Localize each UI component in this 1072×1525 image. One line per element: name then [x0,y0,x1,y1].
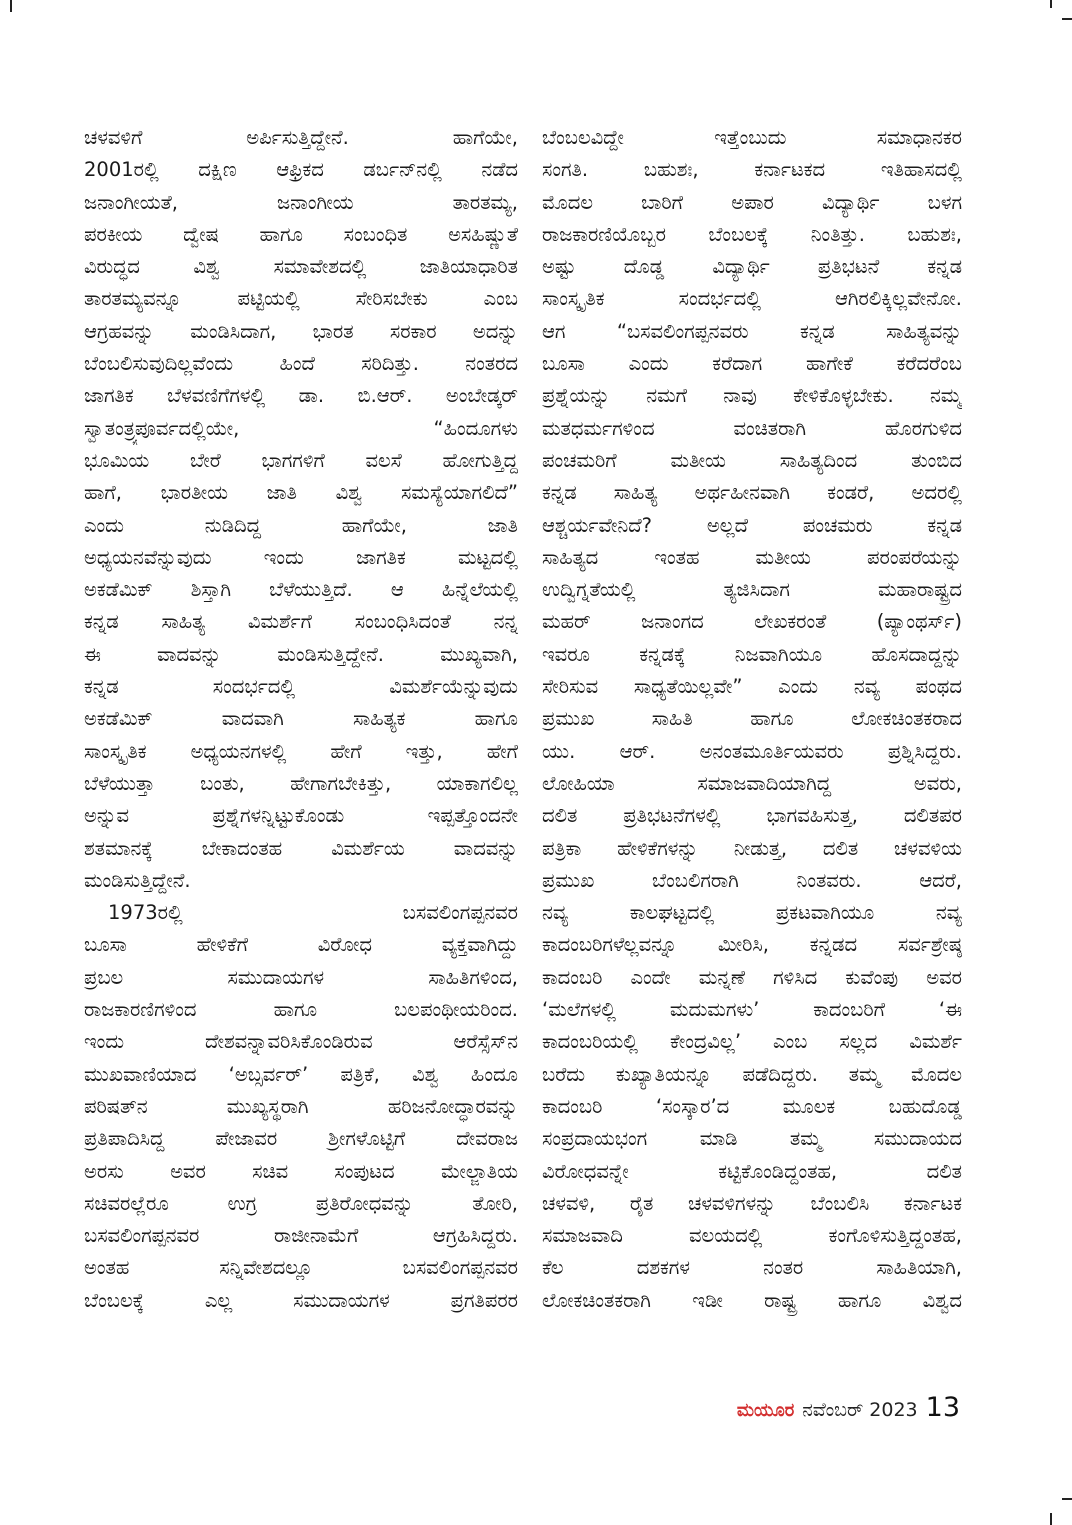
text-line: ಅನ್ನುವ ಪ್ರಶ್ನೆಗಳನ್ನಿಟ್ಟುಕೊಂಡು ಇಪ್ಪತ್ತೊಂದನೇ [84,804,518,828]
text-line: ಹಾಗೆ, ಭಾರತೀಯ ಜಾತಿ ವಿಶ್ವ ಸಮಸ್ಯೆಯಾಗಲಿದೆ” [84,481,518,505]
text-line: ರಾಜಕಾರಣಿಗಳಿಂದ ಹಾಗೂ ಬಲಪಂಥೀಯರಿಂದ. [84,998,518,1022]
text-line: ಅಧ್ಯಯನವೆನ್ನುವುದು ಇಂದು ಜಾಗತಿಕ ಮಟ್ಟದಲ್ಲಿ [84,545,518,569]
text-line: ಪರಕೀಯ ದ್ವೇಷ ಹಾಗೂ ಸಂಬಂಧಿತ ಅಸಹಿಷ್ಣುತೆ [84,222,518,246]
text-line: ಪ್ರಬಲ ಸಮುದಾಯಗಳ ಸಾಹಿತಿಗಳಿಂದ, [84,965,518,989]
text-line: ಈ ವಾದವನ್ನು ಮಂಡಿಸುತ್ತಿದ್ದೇನೆ. ಮುಖ್ಯವಾಗಿ, [84,642,518,666]
text-line: ಬೂಸಾ ಎಂದು ಕರೆದಾಗ ಹಾಗೇಕೆ ಕರೆದರೆಂಬ [542,352,962,376]
text-line: ಕಾದಂಬರಿ ‘ಸಂಸ್ಕಾರ’ದ ಮೂಲಕ ಬಹುದೊಡ್ಡ [542,1094,962,1118]
text-line: ಮಂಡಿಸುತ್ತಿದ್ದೇನೆ. [84,868,191,892]
text-line: ಇವರೂ ಕನ್ನಡಕ್ಕೆ ನಿಜವಾಗಿಯೂ ಹೊಸದಾದ್ದನ್ನು [542,642,962,666]
issue-date: ನವೆಂಬರ್ 2023 [802,1399,918,1421]
text-line: ಕಾದಂಬರಿ ಎಂದೇ ಮನ್ನಣೆ ಗಳಿಸಿದ ಕುವೆಂಪು ಅವರ [542,965,962,989]
text-line: ಬೂಸಾ ಹೇಳಿಕೆಗೆ ವಿರೋಧ ವ್ಯಕ್ತವಾಗಿದ್ದು [84,933,518,957]
text-line: ಮಹರ್ ಜನಾಂಗದ ಲೇಖಕರಂತೆ (ಪ್ಯಾಂಥರ್ಸ್) [542,610,962,634]
text-line: ಸಂಪ್ರದಾಯಭಂಗ ಮಾಡಿ ತಮ್ಮ ಸಮುದಾಯದ [542,1127,962,1151]
crop-mark [1062,1498,1072,1500]
text-line: ಸಾಂಸ್ಕೃತಿಕ ಸಂದರ್ಭದಲ್ಲಿ ಆಗಿರಲಿಕ್ಕಿಲ್ಲವೇನೋ. [542,287,962,311]
text-line: ಸಚಿವರಲ್ಲೆರೂ ಉಗ್ರ ಪ್ರತಿರೋಧವನ್ನು ತೋರಿ, [84,1191,518,1215]
text-line: ಇಂದು ದೇಶವನ್ನಾವರಿಸಿಕೊಂಡಿರುವ ಆರೆಸ್ಸೆಸ್‌ನ [84,1030,518,1054]
right-text-column [542,122,962,1317]
text-line: ಎಂದು ನುಡಿದಿದ್ದ ಹಾಗೆಯೇ, ಜಾತಿ [84,513,518,537]
left-text-column [84,122,518,1317]
text-line: ನವ್ಯ ಕಾಲಘಟ್ಟದಲ್ಲಿ ಪ್ರಕಟವಾಗಿಯೂ ನವ್ಯ [542,901,962,925]
text-line: ಕಾದಂಬರಿಯಲ್ಲಿ ಕೇಂದ್ರವಿಲ್ಲ’ ಎಂಬ ಸಲ್ಲದ ವಿಮರ್ಶೆ [542,1030,962,1054]
text-line: ಪ್ರತಿಪಾದಿಸಿದ್ದ ಪೇಜಾವರ ಶ್ರೀಗಳೊಟ್ಟಿಗೆ ದೇವರಾಜ [84,1127,518,1151]
text-line: ಶತಮಾನಕ್ಕೆ ಬೇಕಾದಂತಹ ವಿಮರ್ಶೆಯ ವಾದವನ್ನು [84,836,518,860]
text-line: ಸಾಹಿತ್ಯದ ಇಂತಹ ಮತೀಯ ಪರಂಪರೆಯನ್ನು [542,545,962,569]
text-line: ಕನ್ನಡ ಸಾಹಿತ್ಯ ವಿಮರ್ಶೆಗೆ ಸಂಬಂಧಿಸಿದಂತೆ ನನ್ನ [84,610,518,634]
text-line: ಅಕಡೆಮಿಕ್ ಶಿಸ್ತಾಗಿ ಬೆಳೆಯುತ್ತಿದೆ. ಆ ಹಿನ್ನೆಲೆಯಲ್ಲಿ [84,578,518,602]
text-line: ಪಂಚಮರಿಗೆ ಮತೀಯ ಸಾಹಿತ್ಯದಿಂದ ತುಂಬಿದ [542,448,962,472]
text-line: ಲೋಹಿಯಾ ಸಮಾಜವಾದಿಯಾಗಿದ್ದ ಅವರು, [542,771,962,795]
text-line: ಮತಧರ್ಮಗಳಿಂದ ವಂಚಿತರಾಗಿ ಹೊರಗುಳಿದ [542,416,962,440]
text-line: ಮೊದಲ ಬಾರಿಗೆ ಅಪಾರ ವಿದ್ಯಾರ್ಥಿ ಬಳಗ [542,190,962,214]
text-line: ಅರಸು ಅವರ ಸಚಿವ ಸಂಪುಟದ ಮೇಲ್ಜಾತಿಯ [84,1159,518,1183]
crop-mark [1050,0,1052,8]
text-line: ರಾಜಕಾರಣಿಯೊಬ್ಬರ ಬೆಂಬಲಕ್ಕೆ ನಿಂತಿತ್ತು. ಬಹುಶಃ, [542,222,962,246]
text-line: ಪತ್ರಿಕಾ ಹೇಳಿಕೆಗಳನ್ನು ನೀಡುತ್ತ, ದಲಿತ ಚಳವಳಿಯ [542,836,962,860]
text-line: ಬೆಳೆಯುತ್ತಾ ಬಂತು, ಹೇಗಾಗಬೇಕಿತ್ತು, ಯಾಕಾಗಲಿಲ್ಲ [84,771,518,795]
text-line: ಜನಾಂಗೀಯತೆ, ಜನಾಂಗೀಯ ತಾರತಮ್ಯ, [84,190,518,214]
text-line: ಬರೆದು ಕುಖ್ಯಾತಿಯನ್ನೂ ಪಡೆದಿದ್ದರು. ತಮ್ಮ ಮೊದಲ [542,1062,962,1086]
crop-mark [1050,1513,1052,1525]
text-line: ಸೇರಿಸುವ ಸಾಧ್ಯತೆಯಿಲ್ಲವೇ” ಎಂದು ನವ್ಯ ಪಂಥದ [542,675,962,699]
text-line: ಜಾಗತಿಕ ಬೆಳವಣಿಗೆಗಳಲ್ಲಿ ಡಾ. ಬಿ.ಆರ್. ಅಂಬೇಡ್ಕರ್ [84,384,518,408]
text-line: ಮುಖವಾಣಿಯಾದ ‘ಅಬ್ಸರ್ವರ್’ ಪತ್ರಿಕೆ, ವಿಶ್ವ ಹಿಂದೂ [84,1062,518,1086]
crop-mark [10,0,12,12]
text-line: ‘ಮಲೆಗಳಲ್ಲಿ ಮದುಮಗಳು’ ಕಾದಂಬರಿಗೆ ‘ಈ [542,998,962,1022]
text-line: ಪ್ರಮುಖ ಸಾಹಿತಿ ಹಾಗೂ ಲೋಕಚಿಂತಕರಾದ [542,707,962,731]
text-line: ಆಶ್ಚರ್ಯವೇನಿದೆ? ಅಲ್ಲದೆ ಪಂಚಮರು ಕನ್ನಡ [542,513,962,537]
text-line: ಪ್ರಶ್ನೆಯನ್ನು ನಮಗೆ ನಾವು ಕೇಳಿಕೊಳ್ಳಬೇಕು. ನಮ್ಮ [542,384,962,408]
text-line: ವಿರೋಧವನ್ನೇ ಕಟ್ಟಿಕೊಂಡಿದ್ದಂತಹ, ದಲಿತ [542,1159,962,1183]
text-line: ಲೋಕಚಿಂತಕರಾಗಿ ಇಡೀ ರಾಷ್ಟ್ರ ಹಾಗೂ ವಿಶ್ವದ [542,1288,962,1312]
page-number: 13 [925,1392,960,1423]
text-line: ತಾರತಮ್ಯವನ್ನೂ ಪಟ್ಟಿಯಲ್ಲಿ ಸೇರಿಸಬೇಕು ಎಂಬ [84,287,518,311]
text-line: 2001ರಲ್ಲಿ ದಕ್ಷಿಣ ಆಫ್ರಿಕದ ಡರ್ಬನ್‌ನಲ್ಲಿ ನಡೆದ [84,158,518,182]
magazine-logo: ಮಯೂರ [736,1400,795,1421]
text-line: ಬೆಂಬಲಕ್ಕೆ ಎಲ್ಲ ಸಮುದಾಯಗಳ ಪ್ರಗತಿಪರರ [84,1288,518,1312]
text-line: ಸ್ವಾತಂತ್ರ್ಯಪೂರ್ವದಲ್ಲಿಯೇ, “ಹಿಂದೂಗಳು [84,416,518,440]
text-line: ಅಷ್ಟು ದೊಡ್ಡ ವಿದ್ಯಾರ್ಥಿ ಪ್ರತಿಭಟನೆ ಕನ್ನಡ [542,255,962,279]
page-footer [737,1392,960,1423]
text-line: ಕನ್ನಡ ಸಂದರ್ಭದಲ್ಲಿ ವಿಮರ್ಶೆಯೆನ್ನುವುದು [84,675,518,699]
text-line: ಚಳವಳಿ, ರೈತ ಚಳವಳಿಗಳನ್ನು ಬೆಂಬಲಿಸಿ ಕರ್ನಾಟಕ [542,1191,962,1215]
text-line: ಬೆಂಬಲವಿದ್ದೇ ಇತ್ತೆಂಬುದು ಸಮಾಧಾನಕರ [542,126,962,149]
text-line: ಯು. ಆರ್. ಅನಂತಮೂರ್ತಿಯವರು ಪ್ರಶ್ನಿಸಿದ್ದರು. [542,739,962,763]
text-line: ಆಗ “ಬಸವಲಿಂಗಪ್ಪನವರು ಕನ್ನಡ ಸಾಹಿತ್ಯವನ್ನು [542,319,962,343]
text-line: ಉದ್ವಿಗ್ನತೆಯಲ್ಲಿ ತ್ಯಜಿಸಿದಾಗ ಮಹಾರಾಷ್ಟ್ರದ [542,578,962,602]
crop-mark [1062,18,1072,20]
text-line: ಕೆಲ ದಶಕಗಳ ನಂತರ ಸಾಹಿತಿಯಾಗಿ, [542,1256,962,1280]
text-line: ಭೂಮಿಯ ಬೇರೆ ಭಾಗಗಳಿಗೆ ವಲಸೆ ಹೋಗುತ್ತಿದ್ದ [84,448,518,472]
text-line: 1973ರಲ್ಲಿ ಬಸವಲಿಂಗಪ್ಪನವರ [108,901,518,925]
text-line: ಚಳವಳಿಗೆ ಅರ್ಪಿಸುತ್ತಿದ್ದೇನೆ. ಹಾಗೆಯೇ, [84,126,518,149]
text-line: ಸಾಂಸ್ಕೃತಿಕ ಅಧ್ಯಯನಗಳಲ್ಲಿ ಹೇಗೆ ಇತ್ತು, ಹೇಗೆ [84,739,518,763]
text-line: ಪ್ರಮುಖ ಬೆಂಬಲಿಗರಾಗಿ ನಿಂತವರು. ಆದರೆ, [542,868,962,892]
text-line: ಅಕಡೆಮಿಕ್ ವಾದವಾಗಿ ಸಾಹಿತ್ಯಕ ಹಾಗೂ [84,707,518,731]
text-line: ಬೆಂಬಲಿಸುವುದಿಲ್ಲವೆಂದು ಹಿಂದೆ ಸರಿದಿತ್ತು. ನಂತರದ [84,352,518,376]
text-line: ಸಮಾಜವಾದಿ ವಲಯದಲ್ಲಿ ಕಂಗೊಳಿಸುತ್ತಿದ್ದಂತಹ, [542,1224,962,1248]
text-line: ಪರಿಷತ್‌ನ ಮುಖ್ಯಸ್ಥರಾಗಿ ಹರಿಜನೋದ್ಧಾರವನ್ನು [84,1094,518,1118]
text-line: ವಿರುದ್ಧದ ವಿಶ್ವ ಸಮಾವೇಶದಲ್ಲಿ ಜಾತಿಯಾಧಾರಿತ [84,255,518,279]
text-line: ಕಾದಂಬರಿಗಳೆಲ್ಲವನ್ನೂ ಮೀರಿಸಿ, ಕನ್ನಡದ ಸರ್ವಶ್ರೇಷ್ಠ [542,933,962,957]
text-line: ಬಸವಲಿಂಗಪ್ಪನವರ ರಾಜೀನಾಮೆಗೆ ಆಗ್ರಹಿಸಿದ್ದರು. [84,1224,518,1248]
text-line: ಸಂಗತಿ. ಬಹುಶಃ, ಕರ್ನಾಟಕದ ಇತಿಹಾಸದಲ್ಲಿ [542,158,962,182]
text-line: ದಲಿತ ಪ್ರತಿಭಟನೆಗಳಲ್ಲಿ ಭಾಗವಹಿಸುತ್ತ, ದಲಿತಪರ [542,804,962,828]
text-line: ಆಗ್ರಹವನ್ನು ಮಂಡಿಸಿದಾಗ, ಭಾರತ ಸರಕಾರ ಅದನ್ನು [84,319,518,343]
text-line: ಕನ್ನಡ ಸಾಹಿತ್ಯ ಅರ್ಥಹೀನವಾಗಿ ಕಂಡರೆ, ಅದರಲ್ಲಿ [542,481,962,505]
text-line: ಅಂತಹ ಸನ್ನಿವೇಶದಲ್ಲೂ ಬಸವಲಿಂಗಪ್ಪನವರ [84,1256,518,1280]
